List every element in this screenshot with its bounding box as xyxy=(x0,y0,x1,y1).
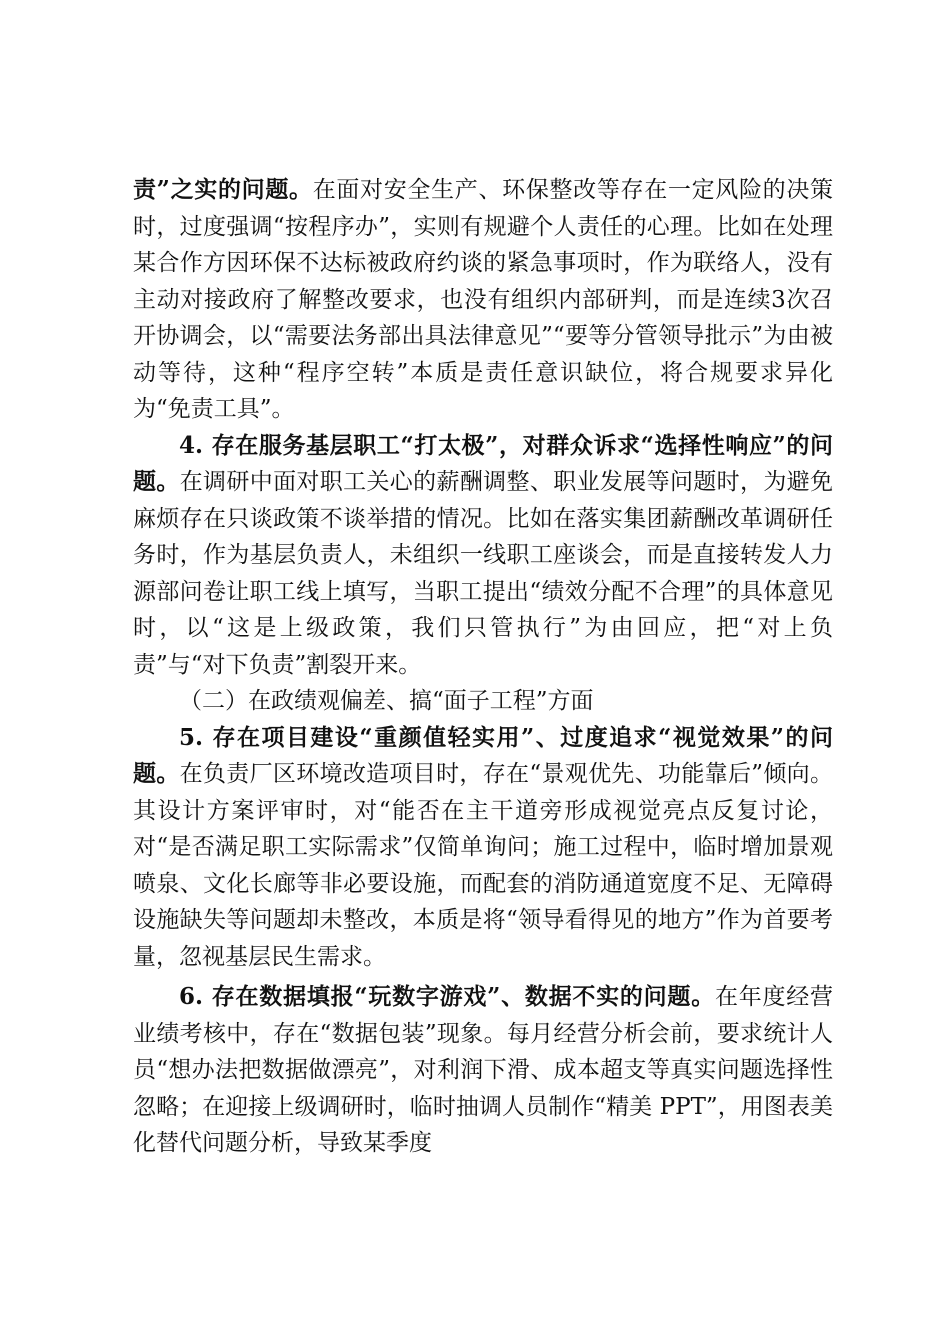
document-page xyxy=(133,172,833,1162)
paragraph-body: 在年度经营业绩考核中，存在“数据包装”现象。每月经营分析会前，要求统计人员“想办法把数据做漂亮”，对利润下滑、成本超支等真实问题选择性忽略；在迎接上级调研时，临时抽调人员制作“精美 PPT”，用图表美化替代问题分析，导致某季度 xyxy=(133,984,833,1156)
paragraph-body: 在面对安全生产、环保整改等存在一定风险的决策时，过度强调“按程序办”，实则有规避个人责任的心理。比如在处理某合作方因环保不达标被政府约谈的紧急事项时，作为联络人，没有主动对接政府了解整改要求，也没有组织内部研判，而是连续3次召开协调会，以“需要法务部出具法律意见”“要等分管领导批示”为由被动等待，这种“程序空转”本质是责任意识缺位，将合规要求异化为“免责工具”。 xyxy=(133,177,834,422)
paragraph-body: 在调研中面对职工关心的薪酬调整、职业发展等问题时，为避免麻烦存在只谈政策不谈举措的情况。比如在落实集团薪酬改革调研任务时，作为基层负责人，未组织一线职工座谈会，而是直接转发人力源部问卷让职工线上填写，当职工提出“绩效分配不合理”的具体意见时，以“这是上级政策，我们只管执行”为由回应，把“对上负责”与“对下负责”割裂开来。 xyxy=(133,469,834,678)
paragraph-bold-lead: 责”之实的问题。 xyxy=(133,176,313,203)
paragraph-body: 在负责厂区环境改造项目时，存在“景观优先、功能靠后”倾向。其设计方案评审时，对“能否在主干道旁形成视觉亮点反复讨论，对“是否满足职工实际需求”仅简单询问；施工过程中，临时增加景观喷泉、文化长廊等非必要设施，而配套的消防通道宽度不足、无障碍设施缺失等问题却未整改，本质是将“领导看得见的地方”作为首要考量，忽视基层民生需求。 xyxy=(133,761,833,970)
paragraph-bold-lead: 6. 存在数据填报“玩数字游戏”、数据不实的问题。 xyxy=(179,983,715,1010)
paragraph-3-continuation xyxy=(133,172,833,428)
paragraph-item-4 xyxy=(133,428,833,684)
paragraph-item-6 xyxy=(133,979,833,1162)
section-heading: （二）在政绩观偏差、搞“面子工程”方面 xyxy=(179,688,594,714)
paragraph-item-5 xyxy=(133,720,833,976)
paragraph-bold-lead: 5. 存在项目建设“重颜值轻实用”、过度追求“视觉效果”的问题。 xyxy=(133,723,833,787)
paragraph-bold-lead: 4. 存在服务基层职工“打太极”，对群众诉求“选择性响应”的问题。 xyxy=(133,431,833,495)
